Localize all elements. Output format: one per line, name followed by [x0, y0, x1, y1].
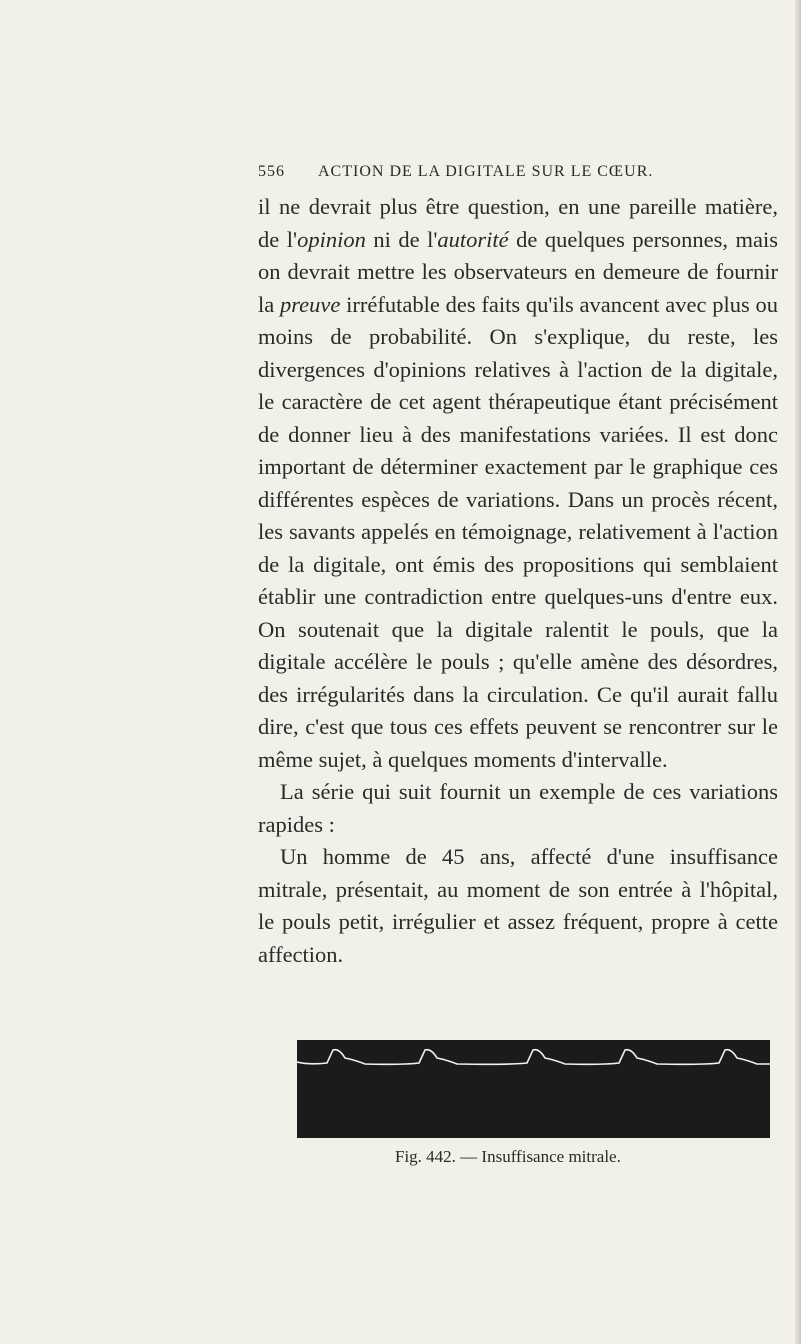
pulse-tracing	[297, 1040, 770, 1138]
emphasis-autorite: autorité	[437, 226, 509, 252]
running-title: ACTION DE LA DIGITALE SUR LE CŒUR.	[318, 163, 654, 180]
paragraph-1: il ne devrait plus être question, en une pareille matière, de l'opinion ni de l'autorité de quelques personnes, mais on devrait mettre les observateurs en demeure de fournir la preuve irréfutable des faits qu'ils avancent avec plus ou moins de probabilité. On s'explique, du reste, les divergences d'opinions relatives à l'action de la digitale, le caractère de cet agent thérapeutique étant précisément de donner lieu à des manifestations variées. Il est donc important de déterminer exactement par le graphique ces différentes espèces de variations. Dans un procès récent, les savants appelés en témoignage, relativement à l'action de la digitale, ont émis des propositions qui semblaient établir une contradiction entre quelques-uns d'entre eux. On soutenait que la digitale ralentit le pouls, que la digitale accélère le pouls ; qu'elle amène des désordres, des irrégularités dans la circulation. Ce qu'il aurait fallu dire, c'est que tous ces effets peuvent se rencontrer sur le même sujet, à quelques moments d'intervalle.	[258, 194, 779, 772]
body-text	[258, 191, 778, 971]
pulse-tracing-figure	[297, 1040, 770, 1138]
paragraph-2: La série qui suit fournit un exemple de ces variations rapides :	[258, 779, 778, 837]
page-number: 556	[258, 163, 285, 180]
paragraph-3: Un homme de 45 ans, affecté d'une insuffisance mitrale, présentait, au moment de son entrée à l'hôpital, le pouls petit, irrégulier et assez fréquent, propre à cette affection.	[258, 844, 778, 967]
page-edge	[795, 0, 801, 1344]
page-header	[258, 159, 778, 189]
emphasis-preuve: preuve	[280, 291, 341, 317]
figure-caption: Fig. 442. — Insuffisance mitrale.	[395, 1147, 621, 1166]
emphasis-opinion: opinion	[297, 226, 366, 252]
tracing-background	[297, 1040, 770, 1138]
